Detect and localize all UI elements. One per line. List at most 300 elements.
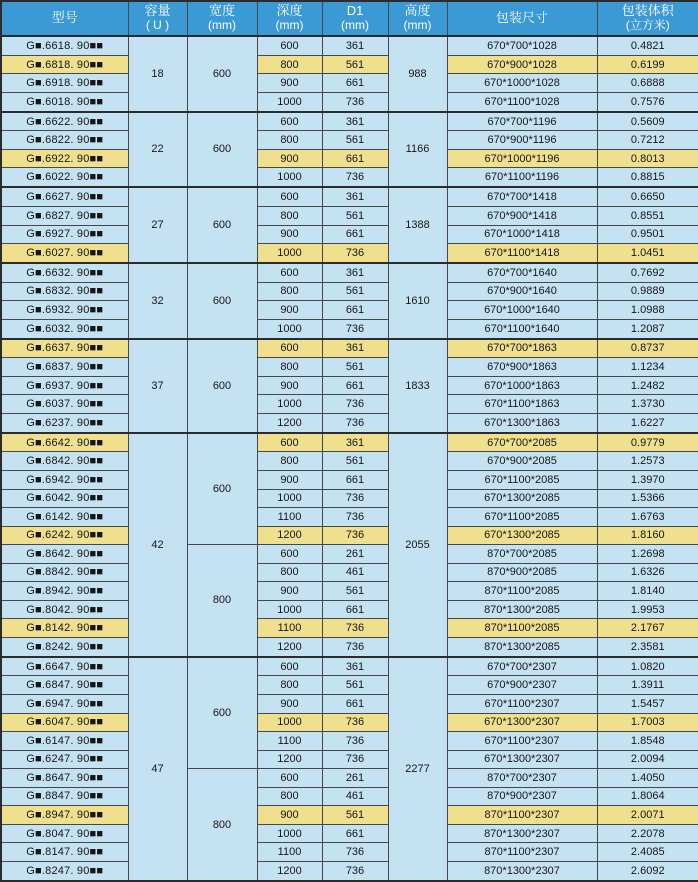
volume-cell: 1.2087 [597, 319, 698, 338]
d1-cell: 561 [322, 452, 388, 471]
package-cell: 870*700*2085 [447, 545, 597, 564]
table-row [1, 861, 698, 881]
table-row [1, 470, 698, 489]
table-row [1, 187, 698, 206]
model-cell: G■.6837. 90■■ [1, 358, 128, 377]
height-cell: 988 [388, 36, 447, 112]
spec-table-body [1, 36, 698, 881]
volume-cell: 1.0451 [597, 244, 698, 263]
model-cell: G■.8147. 90■■ [1, 843, 128, 862]
model-cell: G■.6027. 90■■ [1, 244, 128, 263]
table-row [1, 545, 698, 564]
table-row [1, 824, 698, 843]
depth-cell: 600 [257, 769, 322, 788]
volume-cell: 0.8815 [597, 168, 698, 187]
volume-cell: 0.8737 [597, 339, 698, 358]
column-label: 型号 [51, 10, 78, 26]
package-cell: 870*700*2307 [447, 769, 597, 788]
depth-cell: 900 [257, 376, 322, 395]
d1-cell: 736 [322, 843, 388, 862]
table-row [1, 131, 698, 150]
package-cell: 670*900*2307 [447, 676, 597, 695]
package-cell: 670*1000*1418 [447, 225, 597, 244]
capacity-cell: 32 [128, 263, 187, 339]
width-cell: 600 [187, 36, 257, 112]
d1-cell: 661 [322, 74, 388, 93]
package-cell: 670*1100*2307 [447, 732, 597, 751]
capacity-cell: 27 [128, 187, 187, 263]
model-cell: G■.8947. 90■■ [1, 806, 128, 825]
volume-cell: 2.0071 [597, 806, 698, 825]
table-row [1, 732, 698, 751]
model-cell: G■.6018. 90■■ [1, 92, 128, 111]
header-row [1, 1, 698, 36]
d1-cell: 661 [322, 470, 388, 489]
volume-cell: 2.6092 [597, 861, 698, 881]
capacity-cell: 18 [128, 36, 187, 112]
depth-cell: 1000 [257, 600, 322, 619]
column-label: D1 [346, 3, 364, 19]
table-row [1, 526, 698, 545]
depth-cell: 600 [257, 36, 322, 55]
d1-cell: 361 [322, 339, 388, 358]
height-cell: 2277 [388, 657, 447, 881]
table-row [1, 319, 698, 338]
volume-cell: 0.8551 [597, 207, 698, 226]
depth-cell: 900 [257, 806, 322, 825]
column-unit: (mm) [275, 18, 304, 33]
model-cell: G■.6842. 90■■ [1, 452, 128, 471]
package-cell: 870*1100*2307 [447, 843, 597, 862]
d1-cell: 661 [322, 600, 388, 619]
depth-cell: 800 [257, 131, 322, 150]
volume-cell: 1.2698 [597, 545, 698, 564]
model-cell: G■.6847. 90■■ [1, 676, 128, 695]
volume-cell: 0.9501 [597, 225, 698, 244]
table-row [1, 619, 698, 638]
volume-cell: 1.3911 [597, 676, 698, 695]
package-cell: 670*1300*2085 [447, 526, 597, 545]
d1-cell: 661 [322, 301, 388, 320]
d1-cell: 561 [322, 358, 388, 377]
d1-cell: 361 [322, 657, 388, 676]
volume-cell: 1.2573 [597, 452, 698, 471]
package-cell: 870*1100*2085 [447, 619, 597, 638]
model-cell: G■.8647. 90■■ [1, 769, 128, 788]
d1-cell: 661 [322, 376, 388, 395]
model-cell: G■.6237. 90■■ [1, 413, 128, 432]
package-cell: 670*1300*1863 [447, 413, 597, 432]
model-cell: G■.6627. 90■■ [1, 187, 128, 206]
model-cell: G■.6818. 90■■ [1, 55, 128, 74]
table-row [1, 207, 698, 226]
column-header-volume [597, 1, 698, 36]
volume-cell: 0.8013 [597, 149, 698, 168]
table-row [1, 582, 698, 601]
table-row [1, 600, 698, 619]
package-cell: 870*1100*2307 [447, 806, 597, 825]
volume-cell: 0.7212 [597, 131, 698, 150]
volume-cell: 1.3970 [597, 470, 698, 489]
depth-cell: 600 [257, 339, 322, 358]
d1-cell: 661 [322, 225, 388, 244]
package-cell: 670*700*1640 [447, 263, 597, 282]
d1-cell: 561 [322, 282, 388, 301]
column-header-d1 [322, 1, 388, 36]
d1-cell: 561 [322, 676, 388, 695]
model-cell: G■.6142. 90■■ [1, 508, 128, 527]
depth-cell: 1100 [257, 732, 322, 751]
model-cell: G■.6647. 90■■ [1, 657, 128, 676]
package-cell: 870*1100*2085 [447, 582, 597, 601]
depth-cell: 900 [257, 470, 322, 489]
model-cell: G■.8247. 90■■ [1, 861, 128, 881]
model-cell: G■.6827. 90■■ [1, 207, 128, 226]
package-cell: 670*1300*2307 [447, 713, 597, 732]
column-header-depth [257, 1, 322, 36]
package-cell: 670*700*1863 [447, 339, 597, 358]
volume-cell: 1.5366 [597, 489, 698, 508]
volume-cell: 2.3581 [597, 637, 698, 656]
height-cell: 1166 [388, 112, 447, 188]
depth-cell: 600 [257, 433, 322, 452]
model-cell: G■.6918. 90■■ [1, 74, 128, 93]
depth-cell: 1000 [257, 168, 322, 187]
table-row [1, 769, 698, 788]
model-cell: G■.6637. 90■■ [1, 339, 128, 358]
package-cell: 670*900*2085 [447, 452, 597, 471]
model-cell: G■.6247. 90■■ [1, 750, 128, 769]
table-row [1, 36, 698, 55]
d1-cell: 561 [322, 207, 388, 226]
table-row [1, 168, 698, 187]
model-cell: G■.6632. 90■■ [1, 263, 128, 282]
d1-cell: 261 [322, 545, 388, 564]
package-cell: 670*1100*2085 [447, 470, 597, 489]
table-row [1, 244, 698, 263]
width-cell: 800 [187, 545, 257, 657]
height-cell: 2055 [388, 433, 447, 657]
model-cell: G■.6927. 90■■ [1, 225, 128, 244]
depth-cell: 1000 [257, 244, 322, 263]
depth-cell: 900 [257, 301, 322, 320]
depth-cell: 1200 [257, 637, 322, 656]
width-cell: 600 [187, 433, 257, 545]
model-cell: G■.6942. 90■■ [1, 470, 128, 489]
package-cell: 670*900*1196 [447, 131, 597, 150]
package-cell: 670*900*1640 [447, 282, 597, 301]
model-cell: G■.6042. 90■■ [1, 489, 128, 508]
package-cell: 870*1300*2307 [447, 861, 597, 881]
volume-cell: 1.0820 [597, 657, 698, 676]
column-label: 高度 [404, 3, 431, 19]
d1-cell: 661 [322, 694, 388, 713]
table-row [1, 376, 698, 395]
model-cell: G■.8242. 90■■ [1, 637, 128, 656]
model-cell: G■.6037. 90■■ [1, 395, 128, 414]
model-cell: G■.6947. 90■■ [1, 694, 128, 713]
depth-cell: 800 [257, 207, 322, 226]
volume-cell: 1.8140 [597, 582, 698, 601]
model-cell: G■.8042. 90■■ [1, 600, 128, 619]
depth-cell: 900 [257, 149, 322, 168]
table-row [1, 713, 698, 732]
volume-cell: 2.0094 [597, 750, 698, 769]
volume-cell: 1.4050 [597, 769, 698, 788]
package-cell: 670*700*1418 [447, 187, 597, 206]
model-cell: G■.6047. 90■■ [1, 713, 128, 732]
volume-cell: 1.8548 [597, 732, 698, 751]
model-cell: G■.8942. 90■■ [1, 582, 128, 601]
d1-cell: 736 [322, 92, 388, 111]
table-row [1, 694, 698, 713]
width-cell: 600 [187, 263, 257, 339]
depth-cell: 1000 [257, 395, 322, 414]
table-row [1, 74, 698, 93]
package-cell: 670*1000*1863 [447, 376, 597, 395]
d1-cell: 736 [322, 395, 388, 414]
column-unit: (mm) [403, 18, 432, 33]
width-cell: 800 [187, 769, 257, 881]
d1-cell: 736 [322, 244, 388, 263]
volume-cell: 0.7692 [597, 263, 698, 282]
capacity-cell: 22 [128, 112, 187, 188]
volume-cell: 1.7003 [597, 713, 698, 732]
package-cell: 670*900*1863 [447, 358, 597, 377]
depth-cell: 1000 [257, 489, 322, 508]
d1-cell: 461 [322, 563, 388, 582]
volume-cell: 1.6227 [597, 413, 698, 432]
d1-cell: 736 [322, 168, 388, 187]
volume-cell: 2.4085 [597, 843, 698, 862]
column-header-package [447, 1, 597, 36]
column-header-width [187, 1, 257, 36]
d1-cell: 361 [322, 187, 388, 206]
depth-cell: 1000 [257, 319, 322, 338]
table-row [1, 55, 698, 74]
capacity-cell: 42 [128, 433, 187, 657]
volume-cell: 1.5457 [597, 694, 698, 713]
d1-cell: 736 [322, 508, 388, 527]
package-cell: 670*700*1196 [447, 112, 597, 131]
column-label: 深度 [276, 3, 303, 19]
model-cell: G■.8142. 90■■ [1, 619, 128, 638]
depth-cell: 900 [257, 694, 322, 713]
d1-cell: 736 [322, 319, 388, 338]
model-cell: G■.8842. 90■■ [1, 563, 128, 582]
depth-cell: 1100 [257, 508, 322, 527]
table-row [1, 395, 698, 414]
table-row [1, 843, 698, 862]
d1-cell: 361 [322, 433, 388, 452]
model-cell: G■.6832. 90■■ [1, 282, 128, 301]
package-cell: 870*900*2307 [447, 787, 597, 806]
width-cell: 600 [187, 187, 257, 263]
package-cell: 670*1100*1640 [447, 319, 597, 338]
d1-cell: 361 [322, 36, 388, 55]
volume-cell: 1.8160 [597, 526, 698, 545]
depth-cell: 600 [257, 545, 322, 564]
package-cell: 670*1300*2085 [447, 489, 597, 508]
model-cell: G■.8047. 90■■ [1, 824, 128, 843]
column-unit: (立方米) [625, 18, 670, 33]
height-cell: 1833 [388, 339, 447, 433]
volume-cell: 0.9889 [597, 282, 698, 301]
height-cell: 1388 [388, 187, 447, 263]
d1-cell: 736 [322, 619, 388, 638]
table-row [1, 806, 698, 825]
d1-cell: 261 [322, 769, 388, 788]
depth-cell: 600 [257, 187, 322, 206]
model-cell: G■.6932. 90■■ [1, 301, 128, 320]
d1-cell: 736 [322, 861, 388, 881]
package-cell: 670*900*1028 [447, 55, 597, 74]
volume-cell: 1.1234 [597, 358, 698, 377]
d1-cell: 561 [322, 806, 388, 825]
width-cell: 600 [187, 112, 257, 188]
package-cell: 670*1300*2307 [447, 750, 597, 769]
package-cell: 670*700*2307 [447, 657, 597, 676]
column-label: 宽度 [208, 3, 235, 19]
table-row [1, 676, 698, 695]
model-cell: G■.6022. 90■■ [1, 168, 128, 187]
volume-cell: 1.0988 [597, 301, 698, 320]
table-row [1, 563, 698, 582]
d1-cell: 461 [322, 787, 388, 806]
package-cell: 670*1000*1028 [447, 74, 597, 93]
column-unit: (mm) [208, 18, 236, 33]
d1-cell: 736 [322, 732, 388, 751]
depth-cell: 1200 [257, 750, 322, 769]
table-row [1, 339, 698, 358]
volume-cell: 1.2482 [597, 376, 698, 395]
d1-cell: 661 [322, 824, 388, 843]
depth-cell: 800 [257, 787, 322, 806]
package-cell: 670*1100*1196 [447, 168, 597, 187]
column-unit: (mm) [341, 18, 369, 33]
model-cell: G■.6642. 90■■ [1, 433, 128, 452]
table-row [1, 149, 698, 168]
column-header-capacity [128, 1, 187, 36]
volume-cell: 1.6763 [597, 508, 698, 527]
table-row [1, 637, 698, 656]
depth-cell: 1200 [257, 526, 322, 545]
depth-cell: 1200 [257, 861, 322, 881]
table-row [1, 358, 698, 377]
width-cell: 600 [187, 657, 257, 769]
depth-cell: 800 [257, 358, 322, 377]
table-row [1, 452, 698, 471]
depth-cell: 800 [257, 563, 322, 582]
d1-cell: 561 [322, 131, 388, 150]
d1-cell: 361 [322, 112, 388, 131]
package-cell: 670*1100*2085 [447, 508, 597, 527]
table-row [1, 301, 698, 320]
table-header [1, 1, 698, 36]
d1-cell: 361 [322, 263, 388, 282]
capacity-cell: 37 [128, 339, 187, 433]
volume-cell: 1.6326 [597, 563, 698, 582]
package-cell: 870*1300*2085 [447, 600, 597, 619]
d1-cell: 736 [322, 413, 388, 432]
volume-cell: 0.6650 [597, 187, 698, 206]
package-cell: 670*1000*1196 [447, 149, 597, 168]
depth-cell: 600 [257, 657, 322, 676]
table-row [1, 750, 698, 769]
column-label: 包装体积 [621, 3, 674, 19]
height-cell: 1610 [388, 263, 447, 339]
volume-cell: 0.9779 [597, 433, 698, 452]
table-row [1, 263, 698, 282]
model-cell: G■.6937. 90■■ [1, 376, 128, 395]
table-row [1, 413, 698, 432]
package-cell: 670*900*1418 [447, 207, 597, 226]
depth-cell: 800 [257, 282, 322, 301]
model-cell: G■.6922. 90■■ [1, 149, 128, 168]
model-cell: G■.6032. 90■■ [1, 319, 128, 338]
column-label: 包装尺寸 [495, 10, 548, 26]
model-cell: G■.6822. 90■■ [1, 131, 128, 150]
volume-cell: 0.6888 [597, 74, 698, 93]
model-cell: G■.8642. 90■■ [1, 545, 128, 564]
package-cell: 670*1100*1418 [447, 244, 597, 263]
table-row [1, 282, 698, 301]
table-row [1, 787, 698, 806]
table-row [1, 508, 698, 527]
column-label: 容量 [144, 3, 171, 19]
d1-cell: 661 [322, 149, 388, 168]
package-cell: 670*1100*1863 [447, 395, 597, 414]
volume-cell: 0.6199 [597, 55, 698, 74]
d1-cell: 736 [322, 750, 388, 769]
d1-cell: 561 [322, 55, 388, 74]
table-row [1, 112, 698, 131]
d1-cell: 736 [322, 637, 388, 656]
depth-cell: 900 [257, 582, 322, 601]
table-row [1, 657, 698, 676]
depth-cell: 1000 [257, 713, 322, 732]
model-cell: G■.6618. 90■■ [1, 36, 128, 55]
depth-cell: 900 [257, 225, 322, 244]
d1-cell: 736 [322, 713, 388, 732]
volume-cell: 1.9953 [597, 600, 698, 619]
volume-cell: 1.3730 [597, 395, 698, 414]
d1-cell: 736 [322, 526, 388, 545]
package-cell: 870*1300*2085 [447, 637, 597, 656]
d1-cell: 736 [322, 489, 388, 508]
model-cell: G■.6242. 90■■ [1, 526, 128, 545]
depth-cell: 800 [257, 676, 322, 695]
column-header-height [388, 1, 447, 36]
depth-cell: 1000 [257, 92, 322, 111]
volume-cell: 0.4821 [597, 36, 698, 55]
package-cell: 870*900*2085 [447, 563, 597, 582]
depth-cell: 1000 [257, 824, 322, 843]
package-cell: 670*700*1028 [447, 36, 597, 55]
package-cell: 670*1100*1028 [447, 92, 597, 111]
d1-cell: 561 [322, 582, 388, 601]
depth-cell: 800 [257, 452, 322, 471]
depth-cell: 600 [257, 112, 322, 131]
depth-cell: 600 [257, 263, 322, 282]
model-cell: G■.8847. 90■■ [1, 787, 128, 806]
depth-cell: 1200 [257, 413, 322, 432]
table-row [1, 433, 698, 452]
model-cell: G■.6622. 90■■ [1, 112, 128, 131]
depth-cell: 1100 [257, 619, 322, 638]
capacity-cell: 47 [128, 657, 187, 881]
table-row [1, 225, 698, 244]
